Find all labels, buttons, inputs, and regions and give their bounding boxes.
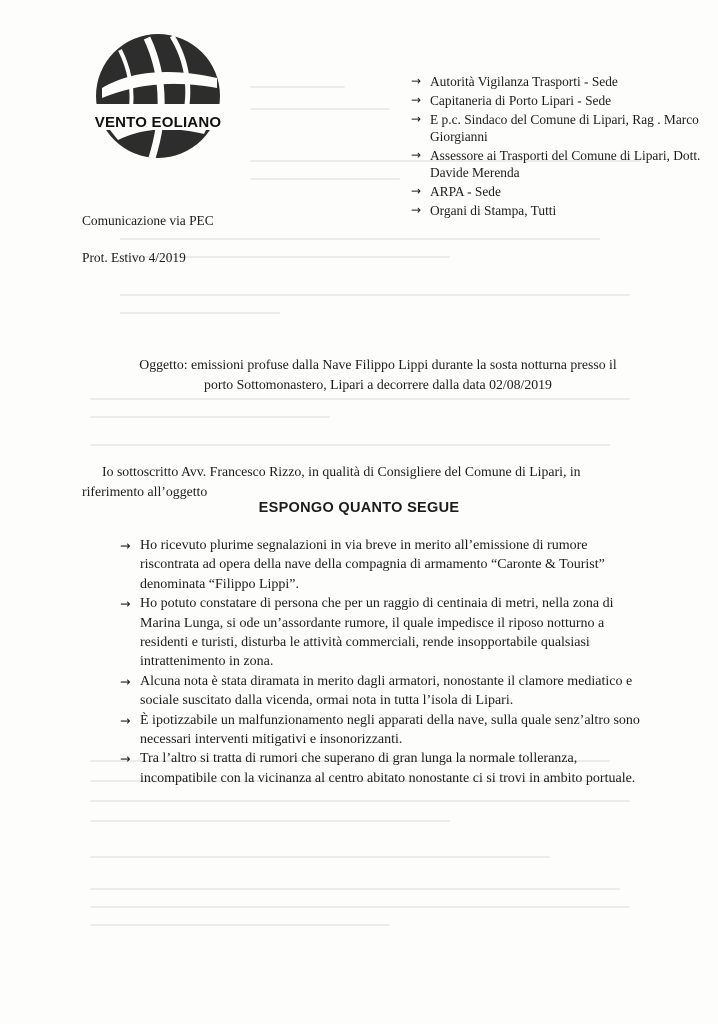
recipient-item	[411, 147, 711, 181]
intro-line: riferimento all’oggetto	[82, 484, 208, 499]
statement-item	[120, 749, 640, 788]
statement-list	[120, 536, 640, 788]
recipient-label: E p.c. Sindaco del Comune di Lipari, Rag . Marco Giorgianni	[430, 112, 699, 144]
statement-text: Ho potuto constatare di persona che per un raggio di centinaia di metri, nella zona di Marina Lunga, si ode un’assordante rumore, il quale impedisce il riposo notturno a residenti e turisti, disturba le attività commerciali, rende insopportabile qualsiasi intrattenimento in zona.	[140, 596, 614, 670]
statement-text: È ipotizzabile un malfunzionamento negli apparati della nave, sulla quale senz’altro sono necessari interventi mitigativi e insonorizzanti.	[140, 712, 640, 748]
recipient-list	[411, 73, 711, 221]
section-heading: ESPONGO QUANTO SEGUE	[258, 500, 460, 516]
intro-line: Io sottoscritto Avv. Francesco Rizzo, in qualità di Consigliere del Comune di Lipari, in	[102, 464, 581, 479]
communication-method: Comunicazione via PEC	[82, 213, 214, 228]
statement-item	[120, 536, 640, 594]
recipient-label: ARPA - Sede	[430, 184, 501, 199]
recipient-label: Organi di Stampa, Tutti	[430, 203, 557, 218]
subject-line: porto Sottomonastero, Lipari a decorrere dalla data 02/08/2019	[204, 377, 552, 392]
recipient-label: Capitaneria di Porto Lipari - Sede	[430, 93, 612, 108]
recipient-item	[411, 111, 711, 145]
recipient-label: Assessore ai Trasporti del Comune di Lipari, Dott. Davide Merenda	[430, 148, 701, 180]
statement-text: Alcuna nota è stata diramata in merito dagli armatori, nonostante il clamore mediatico e sociale suscitato dalla vicenda, ormai nota in tutta l’isola di Lipari.	[140, 673, 633, 709]
subject	[118, 355, 638, 395]
vento-eoliano-logo	[92, 30, 224, 162]
arrow-right-icon: →	[411, 148, 422, 162]
recipient-item	[411, 183, 711, 200]
arrow-right-icon: →	[120, 712, 131, 728]
recipient-label: Autorità Vigilanza Trasporti - Sede	[430, 74, 618, 89]
arrow-right-icon: →	[120, 751, 131, 767]
recipient-item	[411, 73, 711, 90]
subject-line: Oggetto: emissioni profuse dalla Nave Filippo Lippi durante la sosta notturna presso il	[139, 357, 617, 372]
statement-item	[120, 711, 640, 750]
statement-item	[120, 594, 640, 672]
arrow-right-icon: →	[411, 184, 422, 198]
recipient-item	[411, 202, 711, 219]
logo-emblem-icon	[92, 30, 224, 162]
intro-paragraph	[82, 462, 642, 502]
statement-text: Ho ricevuto plurime segnalazioni in via breve in merito all’emissione di rumore riscontrata ad opera della nave della compagnia di armamento “Caronte & Tourist” denominata “Filippo Lippi”.	[140, 538, 605, 592]
protocol-number: Prot. Estivo 4/2019	[82, 250, 186, 265]
statement-item	[120, 672, 640, 711]
arrow-right-icon: →	[411, 112, 422, 126]
arrow-right-icon: →	[411, 74, 422, 88]
arrow-right-icon: →	[411, 203, 422, 217]
statement-text: Tra l’altro si tratta di rumori che superano di gran lunga la normale tolleranza, incompatibile con la vicinanza al centro abitato nonostante ci si trovi in ambito portuale.	[140, 751, 636, 786]
logo-text: VENTO EOLIANO	[94, 114, 222, 131]
arrow-right-icon: →	[120, 538, 131, 553]
recipient-item	[411, 92, 711, 109]
arrow-right-icon: →	[120, 596, 131, 612]
arrow-right-icon: →	[120, 673, 131, 689]
arrow-right-icon: →	[411, 93, 422, 107]
